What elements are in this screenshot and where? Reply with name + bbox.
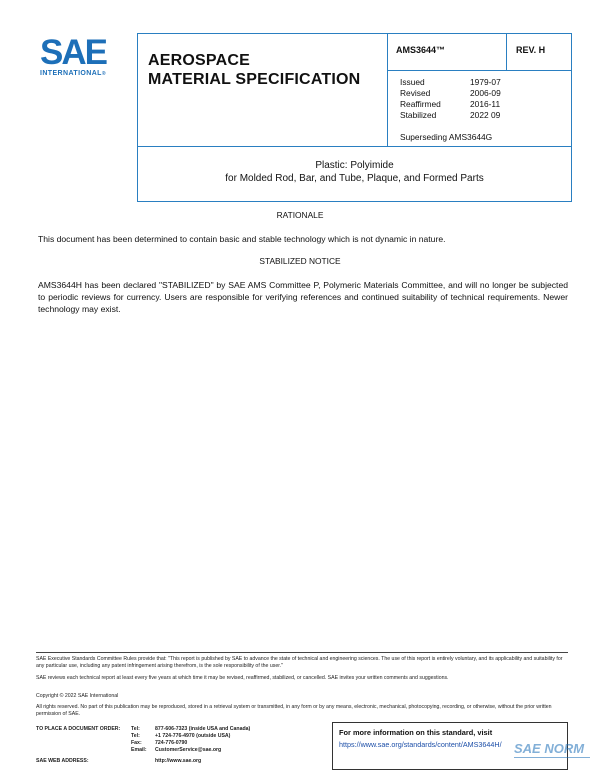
rationale-heading: RATIONALE	[276, 210, 324, 220]
more-info-link[interactable]: https://www.sae.org/standards/content/AMS3644H/	[339, 740, 502, 749]
subject-box	[137, 147, 572, 202]
date-row: Revised 2006-09	[400, 88, 501, 98]
web-label: SAE WEB ADDRESS:	[36, 758, 89, 764]
superseding-note: Superseding AMS3644G	[400, 132, 493, 142]
footer-divider	[36, 652, 568, 653]
subject-line1: Plastic: Polyimide	[315, 160, 394, 171]
notice-text: AMS3644H has been declared "STABILIZED" by SAE AMS Committee P, Polymeric Materials Committee, and will no longer be subjected to periodic reviews for currency. Users are responsible for verifying references and continued suitability of technical requirements. Newer technology may exist.	[38, 280, 568, 314]
contact-row: Fax: 724-776-0790	[131, 740, 188, 746]
contact-row[interactable]: Email: CustomerService@sae.org	[131, 747, 222, 753]
date-row: Stabilized 2022 09	[400, 110, 501, 120]
subject-line2: for Molded Rod, Bar, and Tube, Plaque, and Formed Parts	[225, 173, 484, 184]
doc-type-line2: MATERIAL SPECIFICATION	[148, 71, 361, 88]
logo-subtext: INTERNATIONAL	[40, 70, 102, 77]
sae-logo	[40, 34, 130, 84]
doc-type-line1: AEROSPACE	[148, 52, 250, 69]
logo-mark: SAE	[40, 33, 106, 72]
footer-rights: All rights reserved. No part of this publication may be reproduced, stored in a retrieval system or transmitted, in any form or by any means, electronic, mechanical, photocopying, recording, or otherwise, without the prior written permission of SAE.	[36, 704, 552, 717]
date-row: Issued 1979-07	[400, 77, 501, 87]
footer-review: SAE reviews each technical report at least every five years at which time it may be revised, reaffirmed, stabilized, or cancelled. SAE invites your written comments and suggestions.	[36, 675, 449, 681]
footer-copyright: Copyright © 2022 SAE International	[36, 693, 119, 699]
dates-table	[400, 77, 501, 121]
more-info-text: For more information on this standard, visit	[339, 728, 493, 737]
contact-list	[131, 726, 250, 754]
spec-number: AMS3644™	[396, 45, 446, 55]
registered-mark: ®	[101, 71, 106, 77]
notice-heading: STABILIZED NOTICE	[259, 256, 341, 266]
header-box	[137, 33, 572, 147]
date-row: Reaffirmed 2016-11	[400, 99, 501, 109]
contact-row: Tel: +1 724-776-4970 (outside USA)	[131, 733, 231, 739]
watermark	[514, 741, 600, 773]
order-label: TO PLACE A DOCUMENT ORDER:	[36, 726, 121, 732]
web-address-link[interactable]: http://www.sae.org	[155, 758, 202, 764]
watermark-text: SAE NORM	[514, 741, 585, 756]
contact-row: Tel: 877-606-7323 (inside USA and Canada)	[131, 726, 251, 732]
watermark-underline	[514, 757, 590, 758]
footer-rules: SAE Executive Standards Committee Rules provide that: "This report is published by SAE to advance the state of technical and engineering sciences. The use of this report is entirely voluntary, and its applicability and suitability for any particular use, including any patent infringement arising therefrom, is the sole responsibility of the user."	[36, 656, 563, 669]
rationale-text: This document has been determined to contain basic and stable technology which is not dynamic in nature.	[38, 234, 446, 244]
revision-label: REV. H	[516, 45, 546, 55]
